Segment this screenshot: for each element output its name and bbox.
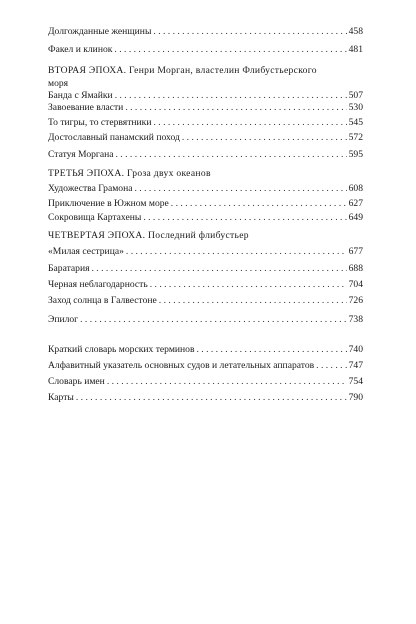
toc-entry-title: Баратария: [48, 263, 90, 274]
toc-entry: [48, 343, 363, 357]
toc-entry-title: Художества Грамона: [48, 183, 133, 194]
leader-dots: [153, 116, 346, 130]
section-heading: [48, 229, 363, 243]
toc-entry-title: Эпилог: [48, 314, 79, 325]
section-heading: [48, 167, 363, 181]
toc-entry: [48, 278, 363, 292]
toc-entry-title: Достославный панамский поход: [48, 132, 180, 143]
toc-entry-title: Черная неблагодарность: [48, 279, 148, 290]
leader-dots: [116, 148, 347, 162]
toc-entry-page: 481: [348, 44, 363, 55]
toc-entry-page: 572: [348, 132, 363, 143]
toc-entry-page: 608: [348, 183, 363, 194]
leader-dots: [80, 313, 346, 327]
leader-dots: [182, 131, 347, 145]
toc-entry-page: 507: [348, 90, 363, 101]
section-heading-text: ТРЕТЬЯ ЭПОХА. Гроза двух океанов: [48, 168, 211, 179]
section-heading-text: ЧЕТВЕРТАЯ ЭПОХА. Последний флибустьер: [48, 230, 249, 241]
toc-entry-title: Долгожданные женщины: [48, 26, 152, 37]
toc-entry: [48, 359, 363, 373]
toc-entry-title: «Милая сестрица»: [48, 246, 124, 257]
toc-entry: [48, 391, 363, 405]
toc-entry: [48, 116, 363, 130]
section-heading-text: моря: [48, 78, 69, 89]
toc-entry: [48, 245, 363, 259]
toc-entry-page: 747: [348, 360, 363, 371]
toc-entry-title: Сокровища Картахены: [48, 212, 142, 223]
toc-entry-page: 754: [348, 376, 363, 387]
toc-entry-page: 790: [348, 392, 363, 403]
toc-entry: [48, 182, 363, 196]
toc-entry-page: 740: [348, 344, 363, 355]
toc-entry-page: 649: [348, 212, 363, 223]
toc-entry-title: Факел и клинок: [48, 44, 113, 55]
leader-dots: [143, 211, 346, 225]
toc-entry: [48, 294, 363, 308]
toc-entry-title: Приключение в Южном море: [48, 198, 169, 209]
leader-dots: [171, 197, 347, 211]
leader-dots: [126, 245, 347, 259]
leader-dots: [153, 25, 346, 39]
toc-entry-title: Банда с Ямайки: [48, 90, 113, 101]
toc-entry-title: Карты: [48, 392, 74, 403]
toc-entry-page: 738: [348, 314, 363, 325]
toc-entry: [48, 101, 363, 115]
toc-entry-page: 726: [348, 295, 363, 306]
toc-entry-page: 704: [348, 279, 363, 290]
leader-dots: [134, 182, 346, 196]
toc-entry-title: Статуя Моргана: [48, 149, 114, 160]
toc-entry: [48, 211, 363, 225]
toc-entry: [48, 131, 363, 145]
toc-entry-page: 677: [348, 246, 363, 257]
toc-entry-title: Словарь имен: [48, 376, 105, 387]
toc-entry: [48, 148, 363, 162]
leader-dots: [76, 391, 347, 405]
leader-dots: [125, 101, 346, 115]
leader-dots: [107, 375, 347, 389]
toc-entry-title: То тигры, то стервятники: [48, 117, 152, 128]
toc-entry-title: Завоевание власти: [48, 102, 124, 113]
leader-dots: [92, 262, 347, 276]
section-heading-text: ВТОРАЯ ЭПОХА. Генри Морган, властелин Флибустьерского: [48, 65, 317, 76]
toc-entry: [48, 375, 363, 389]
toc-entry-page: 688: [348, 263, 363, 274]
toc-entry: [48, 313, 363, 327]
toc-entry-title: Заход солнца в Галвестоне: [48, 295, 157, 306]
toc-entry-page: 595: [348, 149, 363, 160]
toc-entry-page: 627: [348, 198, 363, 209]
leader-dots: [159, 294, 347, 308]
leader-dots: [114, 43, 346, 57]
toc-entry-page: 545: [348, 117, 363, 128]
leader-dots: [150, 278, 347, 292]
toc-entry-page: 530: [348, 102, 363, 113]
toc-entry: [48, 43, 363, 57]
leader-dots: [196, 343, 346, 357]
toc-entry: [48, 262, 363, 276]
toc-entry-page: 458: [348, 26, 363, 37]
toc-entry-title: Краткий словарь морских терминов: [48, 344, 195, 355]
toc-entry-title: Алфавитный указатель основных судов и летательных аппаратов: [48, 360, 315, 371]
toc-entry: [48, 25, 363, 39]
toc-entry: [48, 197, 363, 211]
leader-dots: [316, 359, 346, 373]
section-heading: [48, 64, 363, 78]
